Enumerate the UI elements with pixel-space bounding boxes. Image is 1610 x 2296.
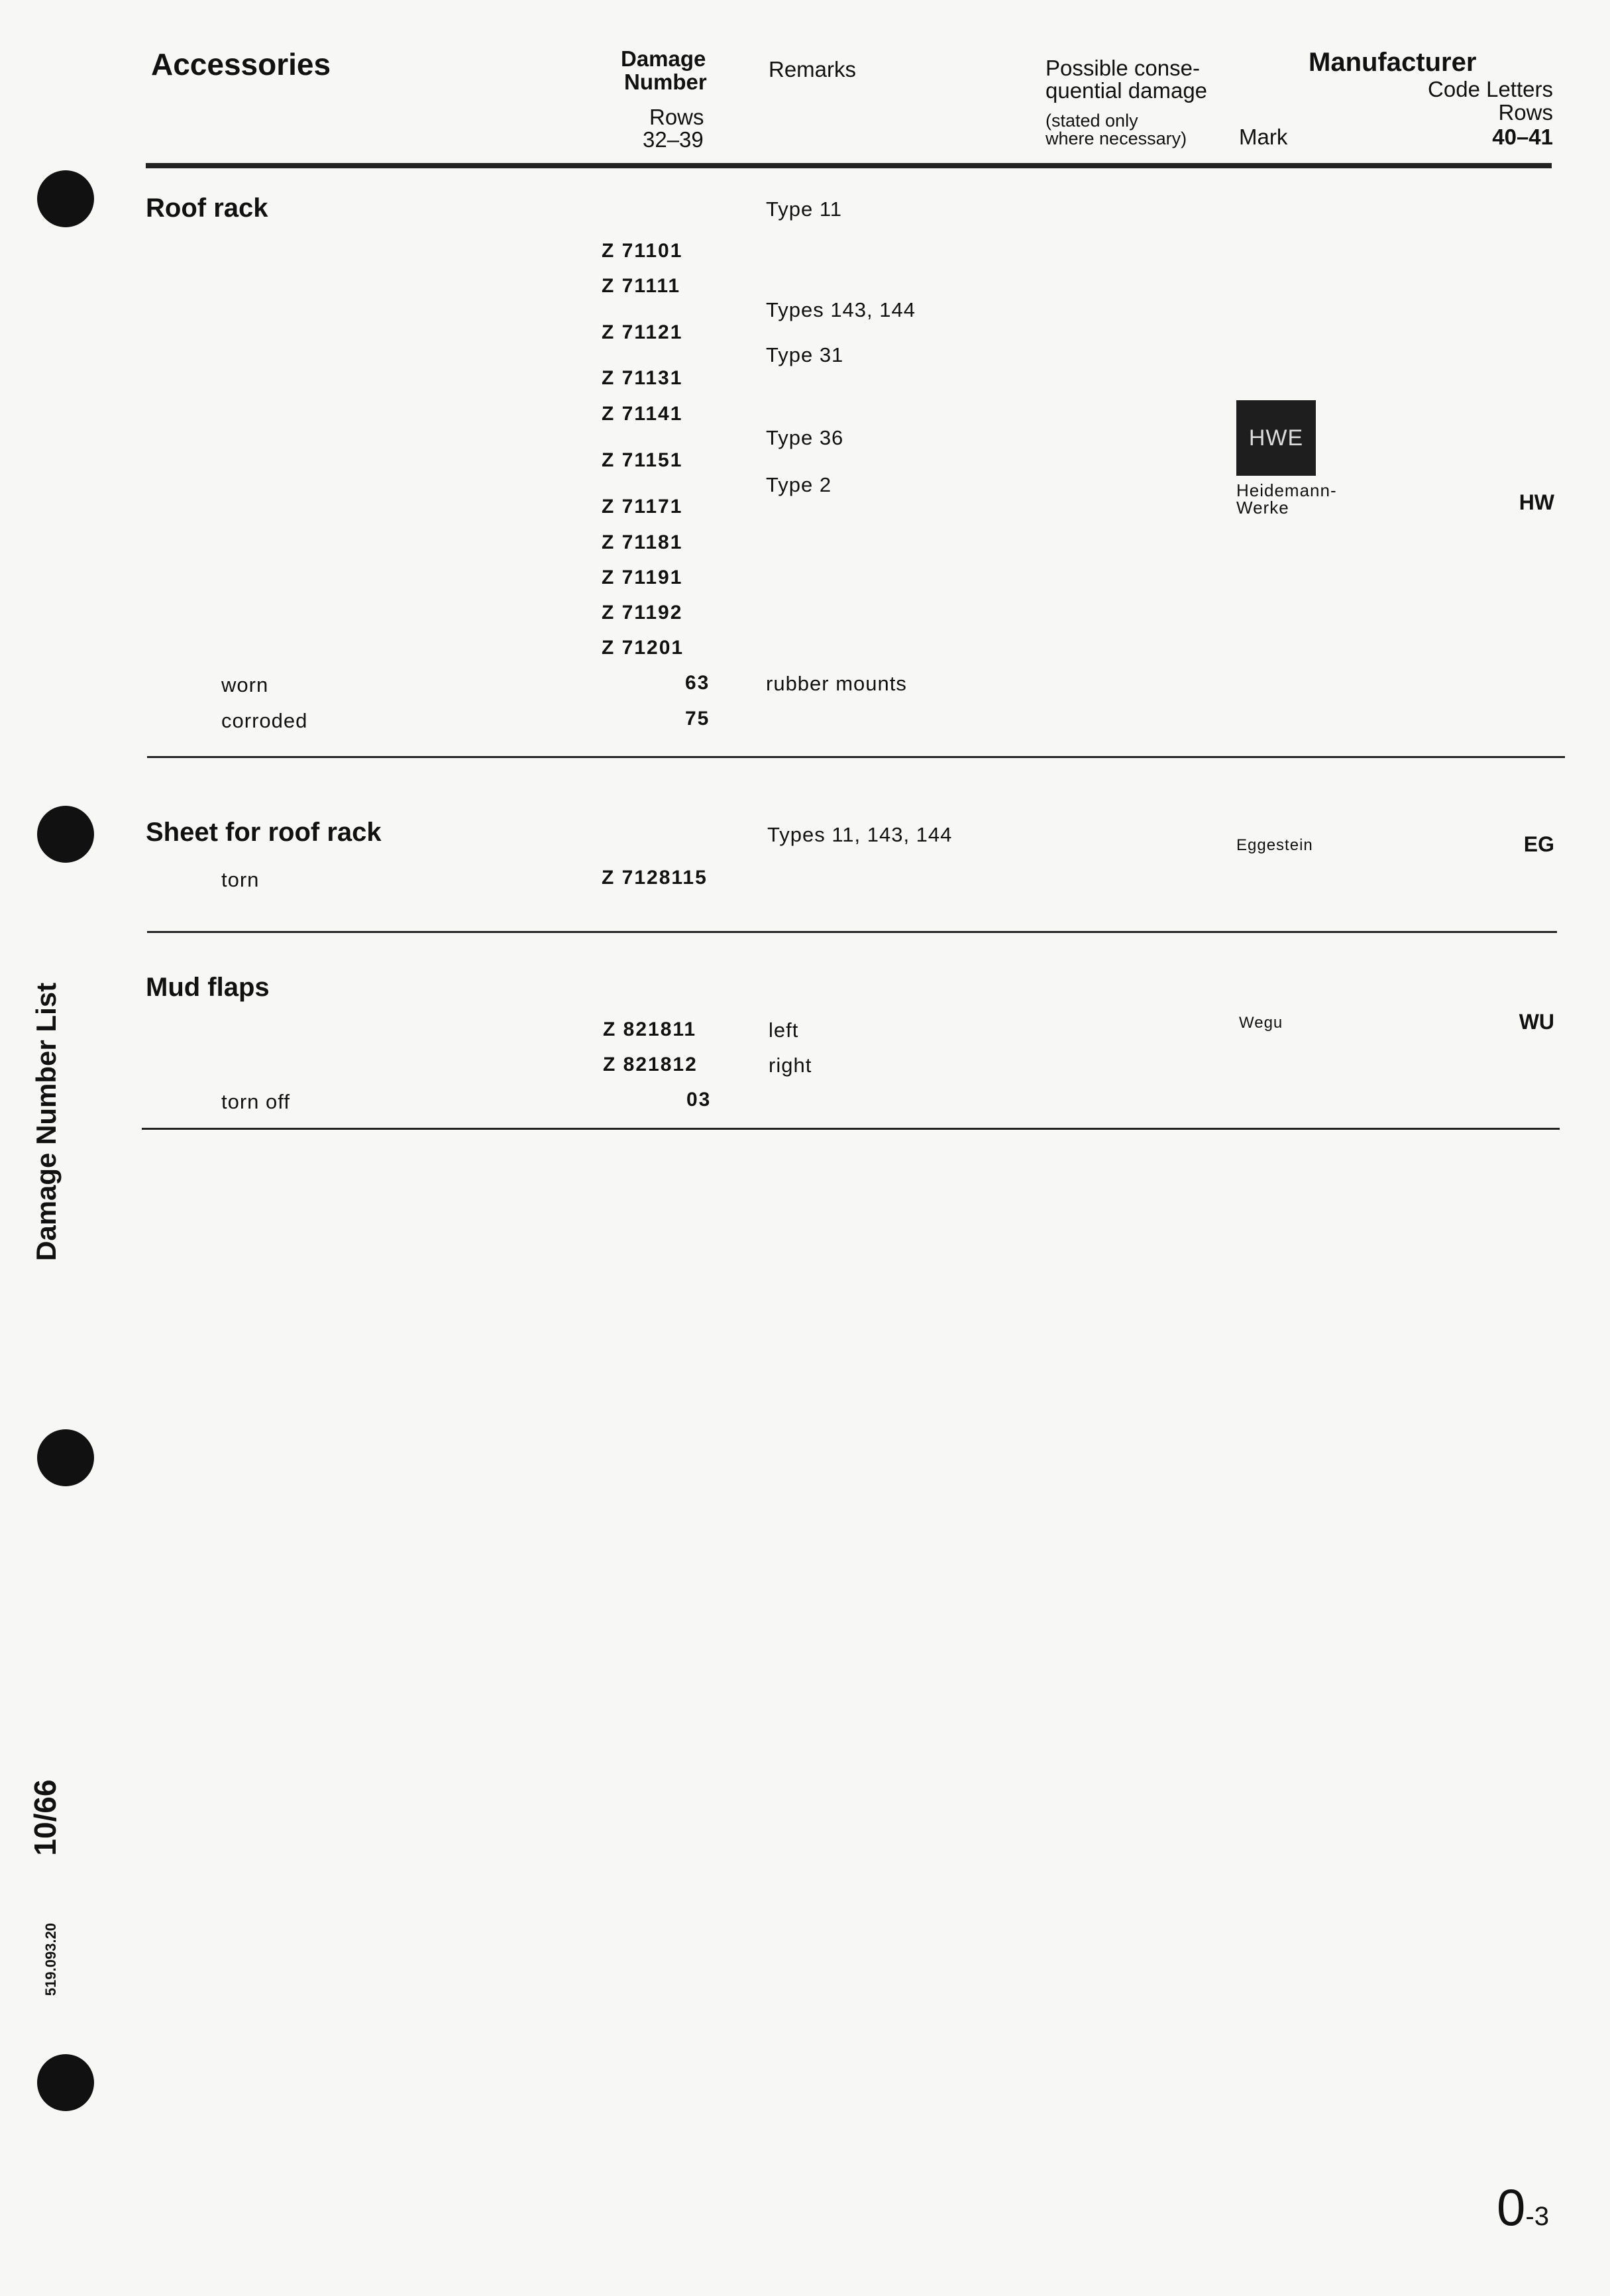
remark: Type 2 <box>766 473 832 496</box>
damage-code: 63 <box>685 672 710 694</box>
damage-number: Z 71101 <box>602 240 683 262</box>
damage-label: worn <box>221 673 269 696</box>
manufacturer-header: Manufacturer <box>1309 48 1477 77</box>
consequential-header-line2: quential damage <box>1046 78 1208 103</box>
manufacturer-code: WU <box>1519 1010 1554 1034</box>
section-title-roof-rack: Roof rack <box>146 193 268 223</box>
damage-label: torn off <box>221 1090 290 1113</box>
consequential-note-line1: (stated only <box>1046 111 1138 131</box>
code-letters-header: Code Letters <box>1428 77 1553 101</box>
manufacturer-code: EG <box>1523 832 1554 856</box>
remark: Type 36 <box>766 426 844 449</box>
mark-header: Mark <box>1239 125 1288 149</box>
damage-number-header-line1: Damage <box>621 46 706 71</box>
edition-number: 10/66 <box>28 1779 62 1856</box>
consequential-header-line1: Possible conse- <box>1046 56 1200 80</box>
damage-number: Z 821812 <box>603 1054 698 1075</box>
binder-hole-1 <box>37 170 94 227</box>
document-number: 519.093.20 <box>42 1922 59 1996</box>
damage-number: Z 71171 <box>602 496 683 518</box>
damage-number: Z 71181 <box>602 531 683 553</box>
page-number <box>1497 2177 1549 2238</box>
damage-number: Z 71121 <box>602 321 683 343</box>
header-rule <box>146 163 1552 168</box>
damage-number: Z 71151 <box>602 449 683 471</box>
rows-label: Rows <box>649 105 704 129</box>
damage-number-header-line2: Number <box>624 70 707 94</box>
manufacturer-name-line2: Werke <box>1236 498 1289 518</box>
manufacturer-name: Wegu <box>1239 1014 1283 1032</box>
remark: rubber mounts <box>766 672 907 695</box>
rows-range: 32–39 <box>643 127 704 152</box>
damage-label: torn <box>221 868 260 891</box>
code-rows-range: 40–41 <box>1492 125 1553 149</box>
damage-number: Z 71192 <box>602 602 683 624</box>
section-rule <box>142 1128 1560 1130</box>
damage-code: 03 <box>686 1089 712 1111</box>
damage-number: Z 821811 <box>603 1018 697 1040</box>
manufacturer-name: Eggestein <box>1236 836 1313 854</box>
logo-text: HWE <box>1248 425 1304 451</box>
damage-number: Z 71201 <box>602 637 684 659</box>
remark: left <box>769 1018 799 1042</box>
page-title: Accessories <box>151 47 331 82</box>
damage-number: Z 71131 <box>602 367 683 389</box>
remark: right <box>769 1054 812 1077</box>
damage-label: corroded <box>221 709 308 732</box>
remark: Types 11, 143, 144 <box>767 823 953 846</box>
page-number-sub: -3 <box>1525 2202 1549 2231</box>
binder-hole-2 <box>37 806 94 863</box>
binder-hole-3 <box>37 1429 94 1486</box>
page-number-main: 0 <box>1497 2178 1526 2236</box>
side-title: Damage Number List <box>30 982 62 1261</box>
section-rule <box>147 756 1565 758</box>
manufacturer-logo <box>1236 400 1316 476</box>
remark: Type 31 <box>766 343 844 366</box>
remarks-header: Remarks <box>769 57 857 82</box>
section-rule <box>147 931 1557 933</box>
damage-number: Z 71111 <box>602 275 681 297</box>
remark: Types 143, 144 <box>766 298 916 321</box>
damage-code: 75 <box>685 708 710 730</box>
code-rows-label: Rows <box>1498 100 1553 125</box>
damage-number: Z 71141 <box>602 403 683 425</box>
section-title-mud-flaps: Mud flaps <box>146 973 270 1002</box>
consequential-note-line2: where necessary) <box>1046 129 1187 148</box>
section-title-sheet-for-roof-rack: Sheet for roof rack <box>146 818 382 847</box>
remark: Type 11 <box>766 197 843 221</box>
damage-number: Z 71191 <box>602 567 683 588</box>
manufacturer-name-line1: Heidemann- <box>1236 480 1337 500</box>
damage-number: Z 7128115 <box>602 867 708 889</box>
binder-hole-4 <box>37 2054 94 2111</box>
manufacturer-code: HW <box>1519 490 1554 514</box>
